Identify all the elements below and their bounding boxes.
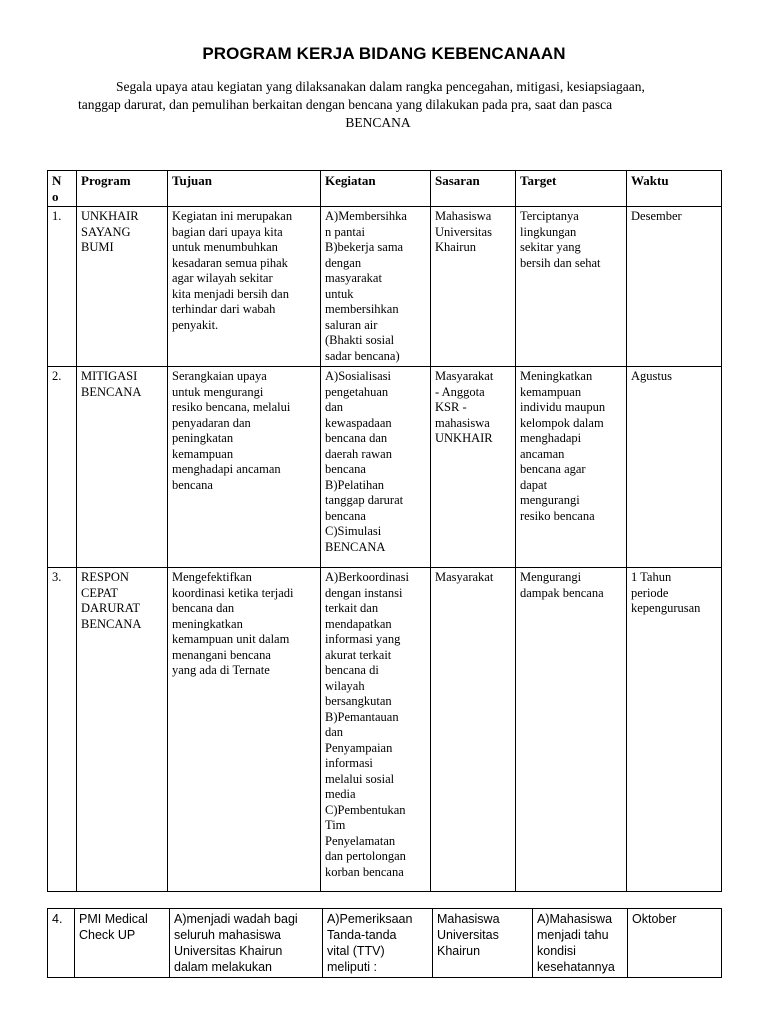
header-kegiatan: Kegiatan [321, 171, 431, 207]
cell-tujuan: Serangkaian upaya untuk mengurangi resiko bencana, melalui penyadaran dan peningkatan kemampuan menghadapi ancaman bencana [168, 367, 321, 568]
header-no: N o [48, 171, 77, 207]
cell-no: 1. [48, 207, 77, 367]
cell-tujuan: Mengefektifkan koordinasi ketika terjadi bencana dan meningkatkan kemampuan unit dalam menangani bencana yang ada di Ternate [168, 568, 321, 892]
cell-kegiatan: A)Sosialisasi pengetahuan dan kewaspadaan bencana dan daerah rawan bencana B)Pelatihan tanggap darurat bencana C)Simulasi BENCANA [321, 367, 431, 568]
cell-sasaran: Mahasiswa Universitas Khairun [433, 909, 533, 978]
cell-program: UNKHAIR SAYANG BUMI [77, 207, 168, 367]
cell-program: MITIGASI BENCANA [77, 367, 168, 568]
cell-program: RESPON CEPAT DARURAT BENCANA [77, 568, 168, 892]
intro-line-3: BENCANA [345, 115, 411, 130]
table-header-row [48, 171, 722, 207]
cell-target: Mengurangi dampak bencana [516, 568, 627, 892]
table-row [48, 909, 722, 978]
cell-tujuan: A)menjadi wadah bagi seluruh mahasiswa Universitas Khairun dalam melakukan [170, 909, 323, 978]
cell-program: PMI Medical Check UP [75, 909, 170, 978]
header-target: Target [516, 171, 627, 207]
table-row [48, 367, 722, 568]
cell-waktu: Oktober [628, 909, 722, 978]
table-row [48, 568, 722, 892]
cell-kegiatan: A)Membersihka n pantai B)bekerja sama dengan masyarakat untuk membersihkan saluran air (Bhakti sosial sadar bencana) [321, 207, 431, 367]
header-tujuan: Tujuan [168, 171, 321, 207]
cell-kegiatan: A)Pemeriksaan Tanda-tanda vital (TTV) meliputi : [323, 909, 433, 978]
table-row [48, 207, 722, 367]
intro-line-2: tanggap darurat, dan pemulihan berkaitan dengan bencana yang dilakukan pada pra, saat dan pasca [78, 97, 613, 112]
cell-waktu: Desember [627, 207, 722, 367]
cell-no: 3. [48, 568, 77, 892]
document-title: PROGRAM KERJA BIDANG KEBENCANAAN [202, 44, 566, 63]
header-waktu: Waktu [627, 171, 722, 207]
cell-target: Terciptanya lingkungan sekitar yang bersih dan sehat [516, 207, 627, 367]
program-table [47, 170, 722, 892]
cell-target: Meningkatkan kemampuan individu maupun kelompok dalam menghadapi ancaman bencana agar dapat mengurangi resiko bencana [516, 367, 627, 568]
header-program: Program [77, 171, 168, 207]
cell-sasaran: Masyarakat - Anggota KSR - mahasiswa UNKHAIR [431, 367, 516, 568]
header-sasaran: Sasaran [431, 171, 516, 207]
intro-paragraph [78, 78, 718, 132]
intro-line-1: Segala upaya atau kegiatan yang dilaksanakan dalam rangka pencegahan, mitigasi, kesiapsiagaan, [116, 79, 645, 94]
cell-waktu: Agustus [627, 367, 722, 568]
cell-tujuan: Kegiatan ini merupakan bagian dari upaya kita untuk menumbuhkan kesadaran semua pihak agar wilayah sekitar kita menjadi bersih dan terhindar dari wabah penyakit. [168, 207, 321, 367]
cell-target: A)Mahasiswa menjadi tahu kondisi kesehatannya [533, 909, 628, 978]
cell-no: 4. [48, 909, 75, 978]
cell-sasaran: Mahasiswa Universitas Khairun [431, 207, 516, 367]
cell-waktu: 1 Tahun periode kepengurusan [627, 568, 722, 892]
program-table-continued [47, 908, 722, 978]
cell-sasaran: Masyarakat [431, 568, 516, 892]
cell-kegiatan: A)Berkoordinasi dengan instansi terkait dan mendapatkan informasi yang akurat terkait bencana di wilayah bersangkutan B)Pemantauan dan Penyampaian informasi melalui sosial media C)Pembentukan Tim Penyelamatan dan pertolongan korban bencana [321, 568, 431, 892]
cell-no: 2. [48, 367, 77, 568]
